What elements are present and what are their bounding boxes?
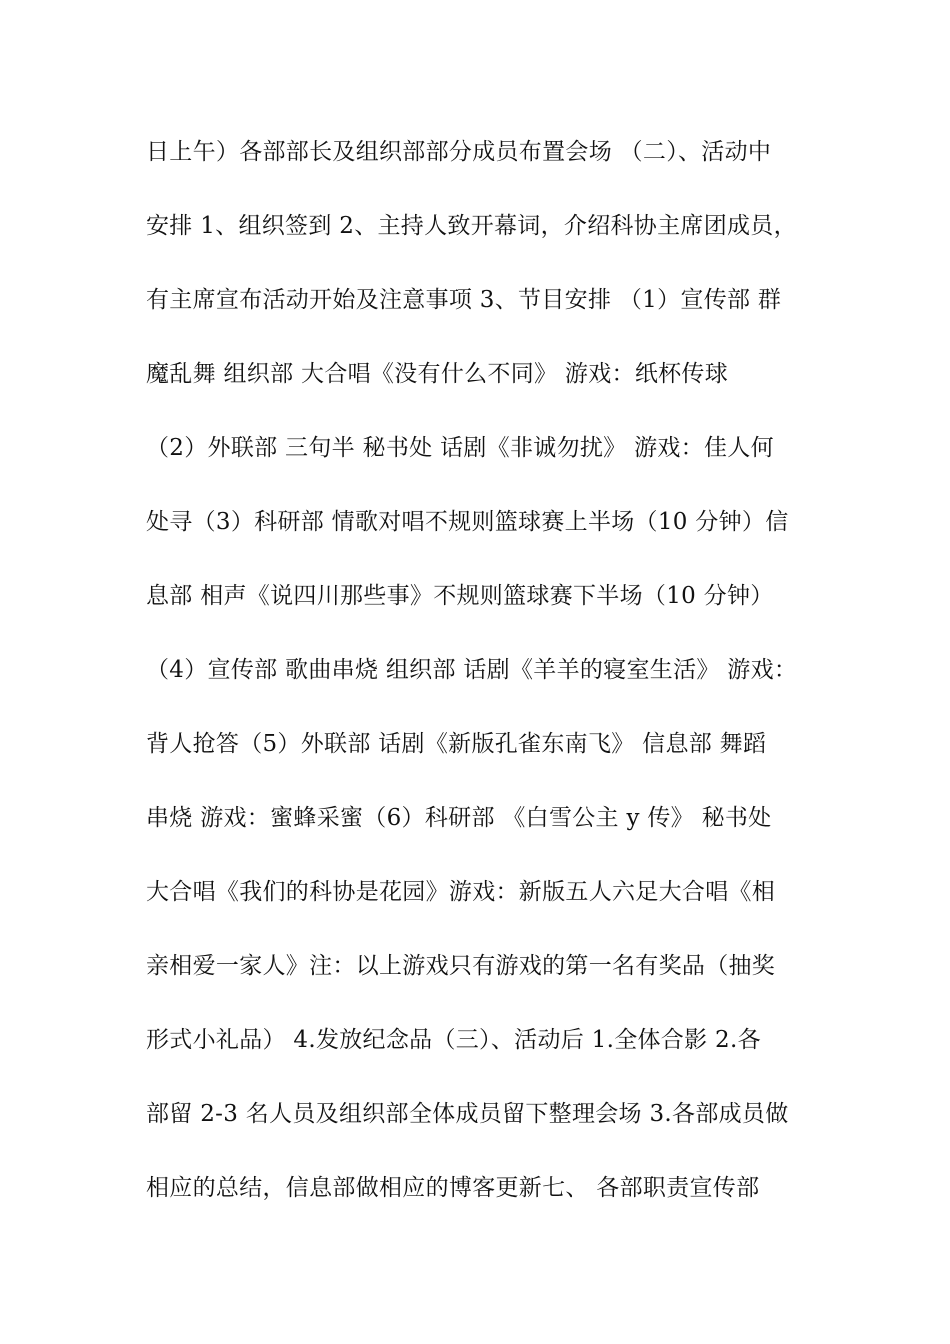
- text-line: 息部 相声《说四川那些事》不规则篮球赛下半场（10 分钟）: [146, 583, 774, 609]
- text-line: 相应的总结，信息部做相应的博客更新七、 各部职责宣传部: [146, 1175, 760, 1201]
- text-line: 大合唱《我们的科协是花园》游戏：新版五人六足大合唱《相: [146, 879, 776, 905]
- text-line: （2）外联部 三句半 秘书处 话剧《非诚勿扰》 游戏：佳人何: [146, 435, 774, 461]
- text-line: 亲相爱一家人》注：以上游戏只有游戏的第一名有奖品（抽奖: [146, 953, 776, 979]
- text-line: 魔乱舞 组织部 大合唱《没有什么不同》 游戏：纸杯传球: [146, 361, 729, 387]
- text-line: 背人抢答（5）外联部 话剧《新版孔雀东南飞》 信息部 舞蹈: [146, 731, 767, 757]
- text-line: （4）宣传部 歌曲串烧 组织部 话剧《羊羊的寝室生活》 游戏：: [146, 657, 798, 683]
- text-line: 形式小礼品） 4.发放纪念品（三）、活动后 1.全体合影 2.各: [146, 1027, 761, 1053]
- text-line: 部留 2-3 名人员及组织部全体成员留下整理会场 3.各部成员做: [146, 1101, 789, 1127]
- text-line: 日上午）各部部长及组织部部分成员布置会场 （二）、活动中: [146, 139, 772, 165]
- text-line: 处寻（3）科研部 情歌对唱不规则篮球赛上半场（10 分钟）信: [146, 509, 789, 535]
- text-line: 安排 1、组织签到 2、主持人致开幕词，介绍科协主席团成员，: [146, 213, 797, 239]
- text-line: 串烧 游戏：蜜蜂采蜜（6）科研部 《白雪公主 y 传》 秘书处: [146, 805, 772, 831]
- body-text: [146, 130, 826, 1240]
- text-line: 有主席宣布活动开始及注意事项 3、节目安排 （1）宣传部 群: [146, 287, 782, 313]
